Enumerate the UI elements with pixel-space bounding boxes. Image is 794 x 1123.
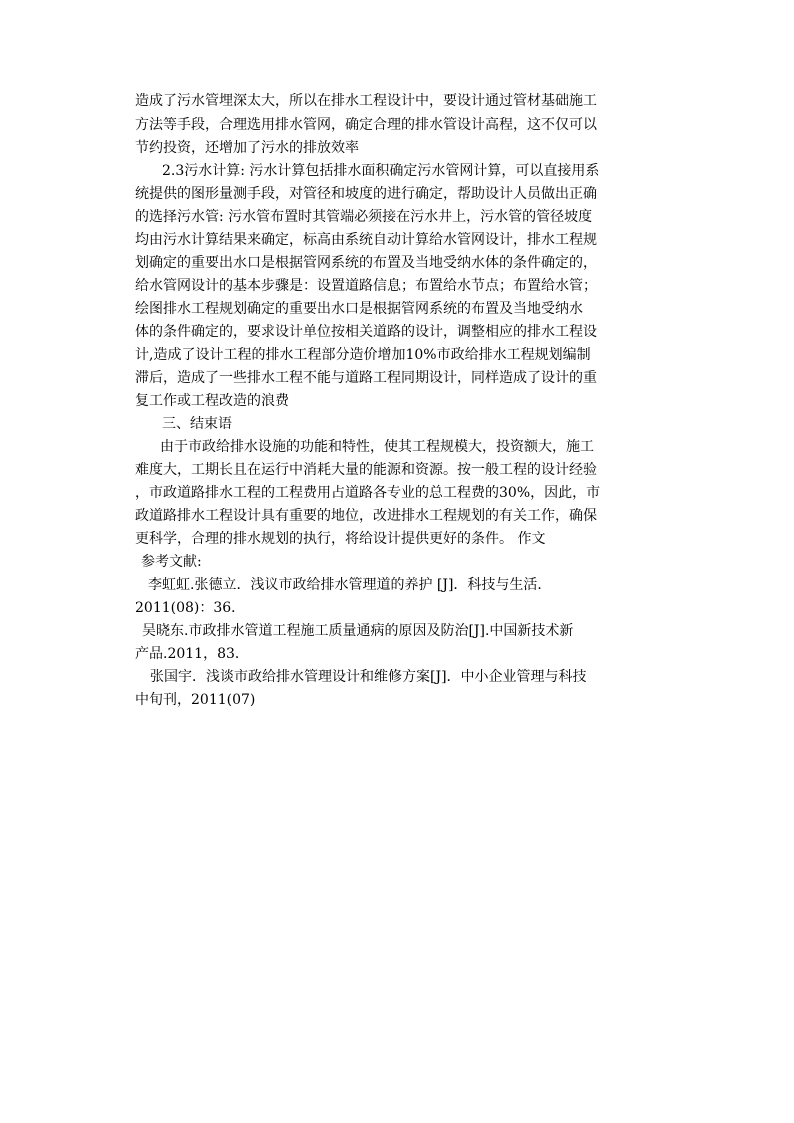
text-line-5: 统提供的图形量测手段，对管径和坡度的进行确定，帮助设计人员做出正确: [135, 186, 597, 202]
reference-1-line-2: 2011(08)：36．: [135, 600, 246, 616]
text-line-7: 均由污水计算结果来确定，标高由系统自动计算给水管网设计，排水工程规: [135, 232, 597, 248]
reference-3-line-1: 张国宇．浅谈市政给排水管理设计和维修方案[J]．中小企业管理与科技: [150, 669, 587, 685]
reference-1-line-1: 李虹虹.张德立．浅议市政给排水管理道的养护 [J]．科技与生活．: [148, 577, 552, 593]
text-line-9: 给水管网设计的基本步骤是：设置道路信息；布置给水节点；布置给水管；: [135, 278, 597, 294]
conclusion-first-line: 由于市政给排水设施的功能和特性，使其工程规模大，投资额大，施工: [160, 439, 594, 455]
text-line-10: 绘图排水工程规划确定的重要出水口是根据管网系统的布置及当地受纳水: [135, 301, 583, 317]
text-line-18: ，市政道路排水工程的工程费用占道路各专业的总工程费的30%，因此，市: [135, 485, 601, 501]
text-line-13: 滞后，造成了一些排水工程不能与道路工程同期设计，同样造成了设计的重: [135, 370, 597, 386]
text-line-20: 更科学，合理的排水规划的执行，将给设计提供更好的条件。 作文: [135, 531, 546, 547]
text-line-8: 划确定的重要出水口是根据管网系统的布置及当地受纳水体的条件确定的，: [135, 255, 597, 271]
reference-2-line-2: 产品.2011，83．: [135, 646, 249, 662]
text-line-17: 难度大，工期长且在运行中消耗大量的能源和资源。按一般工程的设计经验: [135, 462, 597, 478]
text-line-6: 的选择污水管: 污水管布置时其管端必须接在污水井上，污水管的管径坡度: [135, 209, 593, 225]
references-heading: 参考文献:: [141, 554, 202, 570]
text-line-14: 复工作或工程改造的浪费: [135, 393, 289, 409]
text-line-2: 方法等手段，合理选用排水管网，确定合理的排水管设计高程，这不仅可以: [135, 117, 597, 133]
text-line-11: 体的条件确定的，要求设计单位按相关道路的设计，调整相应的排水工程设: [135, 324, 597, 340]
section-heading-conclusion: 三、结束语: [162, 416, 232, 432]
text-line-3: 节约投资，还增加了污水的排放效率: [135, 140, 359, 156]
text-line-19: 政道路排水工程设计具有重要的地位，改进排水工程规划的有关工作，确保: [135, 508, 597, 524]
reference-2-line-1: 吴晓东.市政排水管道工程施工质量通病的原因及防治[J].中国新技术新: [142, 623, 574, 639]
text-line-12: 计,造成了设计工程的排水工程部分造价增加10%市政给排水工程规划编制: [135, 347, 591, 363]
reference-3-line-2: 中旬刊，2011(07): [135, 692, 256, 708]
text-line-1: 造成了污水管埋深太大，所以在排水工程设计中，要设计通过管材基础施工: [135, 93, 597, 109]
section-2-3-first-line: 2.3污水计算: 污水计算包括排水面积确定污水管网计算，可以直接用系: [162, 163, 600, 179]
